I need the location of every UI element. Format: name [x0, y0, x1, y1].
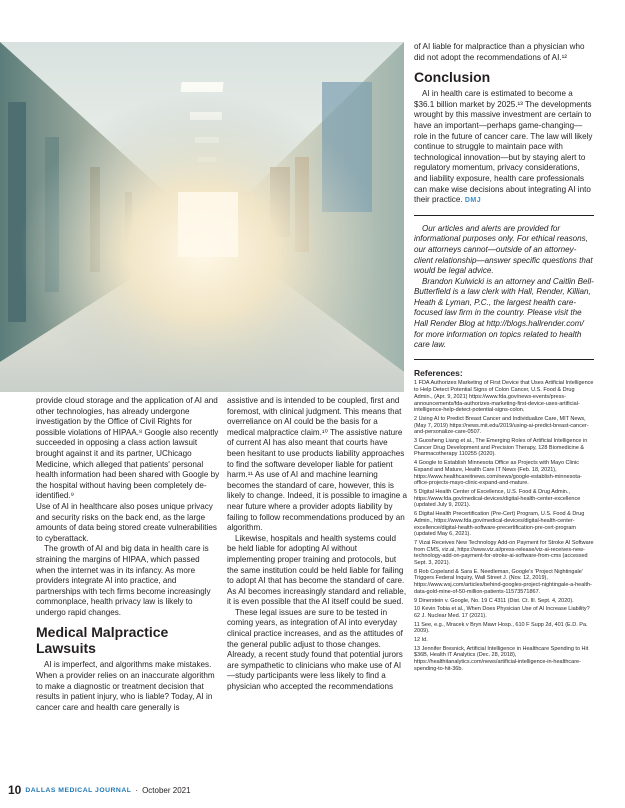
- references-list: [414, 380, 594, 672]
- disclaimer-block: [414, 224, 594, 351]
- paragraph: assistive and is intended to be coupled, first and foremost, with clinical judgment. This means that overreliance on AI could be the basis for a medical malpractice claim.¹⁰ The assistive nature of current AI has also meant that courts have been hesitant to use products liability approaches to find the software developer liable for patient harm.¹¹ As use of AI and machine learning becomes the standard of care, however, this is likely to change. Indeed, it is possible to imagine a near future where a provider adopts liability by failing to follow recommendations produced by an algorithm.: [227, 396, 407, 533]
- issue-date: October 2021: [142, 785, 191, 795]
- column-left: [36, 396, 220, 713]
- page-number: 10: [8, 783, 22, 797]
- disclaimer-text: Our articles and alerts are provided for informational purposes only. For ethical reasons, our attorneys cannot—outside of an attorney-client relationship—answer specific questions that would be legal advice.: [414, 223, 593, 276]
- reference-item: 9 Dinerstein v. Google, No. 19 C 4311 (Dist. Ct. Ill. Sept. 4, 2020).: [414, 597, 574, 604]
- paragraph: These legal issues are sure to be tested in coming years, as integration of AI into everyday clinical practice increases, and as the attitudes of the general public adjust to those changes. Already, a recent study found that potential jurors are sympathetic to clinicians who make use of AI—study participants were less likely to find a physician who accepted the recommendations: [227, 607, 403, 692]
- conclusion-text: AI in health care is estimated to become a $36.1 billion market by 2025.¹³ The developments wrought by this massive investment are certain to have an important—perhaps game-changing—role in the future of cancer care. The law will likely continue to struggle to maintain pace with technological innovation—but by staying alert to regulatory momentum, privacy considerations, and liability exposure, health care professionals can make wise decisions about integrating AI into their practice.: [414, 89, 593, 205]
- reference-item: 12 Id.: [414, 637, 428, 644]
- reference-item: 7 Vizai Receives New Technology Add-on Payment for Stroke AI Software from CMS, viz.ai, https://www.viz.ai/press-release/viz-ai-receives-new-technology-add-on-payment-for-stroke-ai-software-from-cms (accessed Sept. 3, 2021).: [414, 539, 594, 567]
- journal-name: DALLAS MEDICAL JOURNAL: [25, 786, 132, 794]
- reference-item: 10 Kevin Tobia et al., When Does Physician Use of AI Increase Liability? 62 J. Nuclear Med. 17 (2021).: [414, 606, 590, 619]
- column-middle: [227, 396, 407, 693]
- reference-item: 5 Digital Health Center of Excellence, U.S. Food & Drug Admin., https://www.fda.gov/medical-devices/digital-health-center-excellence (updated July 9, 2021).: [414, 488, 581, 509]
- hospital-corridor-photo: [0, 42, 404, 392]
- paragraph: AI is imperfect, and algorithms make mistakes. When a provider relies on an inaccurate algorithm to make a diagnostic or treatment decision that results in patient injury, who is liable? Today, AI in cancer care and health care generally is: [36, 660, 215, 712]
- paragraph: Use of AI in healthcare also poses unique privacy and security risks on the back end, as the large amounts of data being stored create vulnerabilities to cyberattack.: [36, 501, 217, 543]
- reference-item: 2 Using AI to Predict Breast Cancer and Individualize Care, MIT News, (May 7, 2019) https://news.mit.edu/2019/using-ai-predict-breast-cancer-and-personalize-care-0507.: [414, 415, 589, 436]
- paragraph: provide cloud storage and the application of AI and other technologies, has already undergone investigation by the Office of Civil Rights for possible violations of HIPAA.⁸ Google also recently succeeded in opposing a class action lawsuit brought against it and its partner, UChicago Medicine, which alleged that patients' personal health information had been shared with Google by the hospital without having been completely de-identified.⁹: [36, 396, 220, 501]
- paragraph: Likewise, hospitals and health systems could be held liable for adopting AI without implementing proper training and protocols, but the same institution could be held liable for failing to adopt AI that has become the standard of care. As AI becomes increasingly standard and reliable, it is even possible that the AI itself could be sued.: [227, 533, 407, 607]
- references-title: References:: [414, 367, 463, 378]
- section-heading-conclusion: Conclusion: [414, 69, 491, 86]
- author-bio: Brandon Kulwicki is an attorney and Caitlin Bell-Butterfield is a law clerk with Hall, Render, Killian, Heath & Lyman, P.C., the largest health care-focused law firm in the country. Please visit the Hall Render Blog at http://blogs.hallrender.com/ for more information on topics related to health care law.: [414, 276, 594, 350]
- reference-item: 13 Jennifer Bresnick, Artificial Intelligence in Healthcare Spending to Hit $36B, Health IT Analytics (Dec. 28, 2018), https://healthitanalytics.com/news/artificial-intelligence-in-healthcare-spending-to-hit-36b.: [414, 645, 589, 672]
- page-footer: [8, 783, 191, 797]
- paragraph: The growth of AI and big data in health care is straining the margins of HIPAA, which passed when the internet was in its infancy. As more providers integrate AI into practice, and partnerships with tech firms become increasingly commonplace, health privacy law is likely to undergo rapid changes.: [36, 544, 211, 617]
- paragraph: [414, 89, 594, 207]
- reference-item: 3 Guosheng Liang et al., The Emerging Roles of Artificial Intelligence in Cancer Drug Development and Precision Therapy, 128 Biomedicine & Pharmacotherapy 110255 (2020).: [414, 438, 588, 458]
- footer-separator: ·: [135, 785, 139, 795]
- divider: [414, 359, 594, 360]
- reference-item: 8 Rob Copeland & Sara E. Needleman, Google's 'Project Nightingale' Triggers Federal Inquiry, Wall Street J. (Nov. 12, 2019), https://www.wsj.com/articles/behind-googles-project-nightingale-a-health-data-gold-mine-of-50-million-patients-11573571867.: [414, 568, 592, 595]
- divider: [414, 215, 594, 216]
- paragraph: of AI liable for malpractice than a physician who did not adopt the recommendations of AI.¹²: [414, 42, 585, 62]
- dmj-end-mark: DMJ: [464, 197, 482, 205]
- column-right: [414, 42, 594, 675]
- section-heading-malpractice: Medical Malpractice Lawsuits: [36, 624, 169, 657]
- reference-item: 6 Digital Health Precertification (Pre-Cert) Program, U.S. Food & Drug Admin., https://www.fda.gov/medical-devices/digital-health-center-excellence/digital-health-software-precertification-pre-cert-program (updated May 6, 2021).: [414, 511, 585, 538]
- reference-item: 1 FDA Authorizes Marketing of First Device that Uses Artificial Intelligence to Help Detect Potential Signs of Colon Cancer, U.S. Food & Drug Admin., (Apr. 9, 2021) https://www.fda.gov/news-events/press-announcements/fda-authorizes-marketing-first-device-uses-artificial-intelligence-help-detect-potential-signs-colon.: [414, 380, 594, 414]
- reference-item: 11 See, e.g., Mracek v Bryn Mawr Hosp., 610 F Supp 2d, 401 (E.D. Pa. 2009).: [414, 621, 588, 635]
- reference-item: 4 Google to Establish Minnesota Office as Projects with Mayo Clinic Expand and Mature, Health Care IT News (Feb. 18, 2021), https://www.healthcareitnews.com/news/google-establish-minnesota-office-projects-mayo-clinic-expand-and-mature.: [414, 460, 582, 487]
